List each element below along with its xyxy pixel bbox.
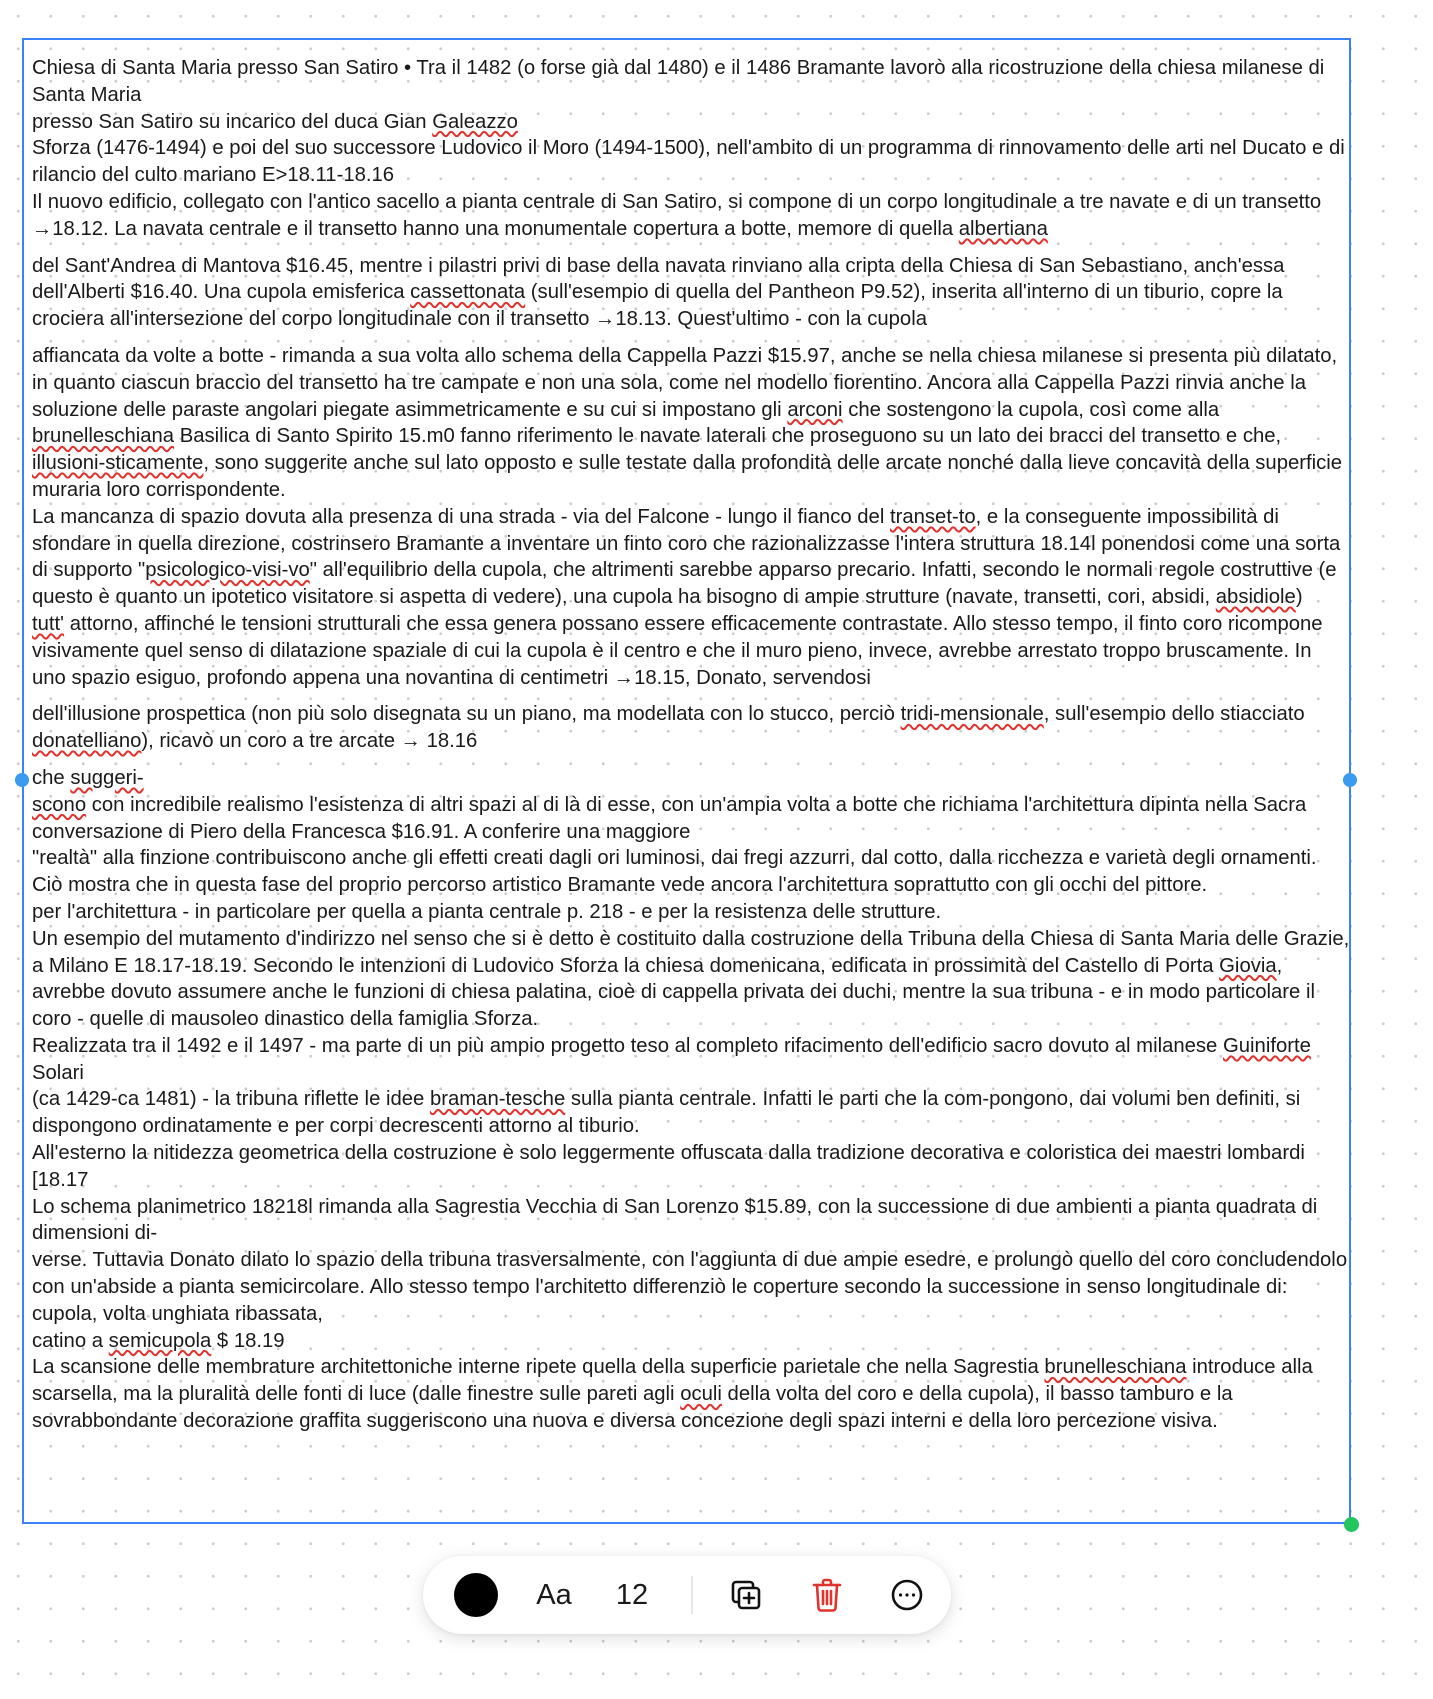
text-paragraph: [32, 1033, 1350, 1087]
text-paragraph: [32, 253, 1350, 333]
misspelled-word: arconi: [787, 398, 843, 421]
text-paragraph: [32, 926, 1350, 1033]
text-run: Un esempio del mutamento d'indirizzo nel senso che si è detto è costituito dalla costruzione della Tribuna della Chiesa di Santa Maria delle Grazie, a Milano E 18.17-18.19. Secondo le intenzioni di Ludovico Sforza la chiesa domenicana, edificata in prossimità del Castello di Porta: [32, 927, 1350, 977]
misspelled-word: cassettonata: [410, 281, 526, 304]
misspelled-word: donatelliano: [32, 730, 142, 753]
selected-text-box[interactable]: [22, 38, 1351, 1524]
text-paragraph: [32, 1194, 1350, 1248]
toolbar-divider: [691, 1576, 693, 1614]
text-run: dell'illusione prospettica (non più solo disegnata su un piano, ma modellata con lo stucco, perciò: [32, 703, 901, 726]
text-run: attorno, affinché le tensioni strutturali che essa genera possano essere efficacemente contrastate. Allo stesso tempo, il finto coro ricompone visivamente quel senso di dilatazione spaziale di cui la cupola è il centro e che il muro pieno, invece, avrebbe arrestato troppo bruscamente. In uno spazio esiguo, profondo appena una novantina di centimetri →18.15, Donato, servendosi: [32, 612, 1323, 689]
misspelled-word: brunelleschiana: [32, 425, 175, 448]
text-run: La mancanza di spazio dovuta alla presenza di una strada - via del Falcone - lungo il fianco del: [32, 505, 890, 528]
text-paragraph: [32, 343, 1350, 504]
more-button[interactable]: [885, 1556, 929, 1634]
text-run: , sull'esempio dello stiacciato: [1043, 703, 1305, 726]
text-paragraph: [32, 189, 1350, 243]
text-run: All'esterno la nitidezza geometrica della costruzione è solo leggermente offuscata dalla tradizione decorativa e coloristica dei maestri lombardi [18.17: [32, 1142, 1305, 1191]
text-run: , e la conseguente impossibilità di sfondare in quella direzione, costrinsero Bramante a inventare un finto coro che razionalizzasse l'intera struttura 18.14l ponendosi come una sorta di supporto ": [32, 505, 1341, 582]
text-run: Lo schema planimetrico 18218l rimanda alla Sagrestia Vecchia di San Lorenzo $15.89, con la successione di due ambienti a pianta quadrata di dimensioni di-: [32, 1195, 1318, 1245]
text-paragraph: [32, 55, 1350, 109]
text-run: "realtà" alla finzione contribuiscono anche gli effetti creati dagli ori luminosi, dai fregi azzurri, dal cotto, dalla ricchezza e varietà degli ornamenti. Ciò mostra che in questa fase del proprio percorso artistico Bramante vede ancora l'architettura soprattutto con gli occhi del pittore.: [32, 847, 1317, 897]
text-run: , avrebbe dovuto assumere anche le funzioni di chiesa palatina, cioè di cappella privata dei duchi, mentre la sua tribuna - e in modo particolare il coro - quelle di mausoleo dinastico della famiglia Sforza.: [32, 954, 1315, 1031]
text-paragraph: [32, 109, 1350, 136]
text-run: del Sant'Andrea di Mantova $16.45, mentre i pilastri privi di base della navata rinviano alla cripta della Chiesa di San Sebastiano, anch'essa dell'Alberti $16.40. Una cupola emisferica: [32, 254, 1285, 304]
misspelled-word: scono: [32, 793, 87, 816]
text-run: presso San Satiro su incarico del duca Gian: [32, 110, 433, 133]
text-paragraph: [32, 1086, 1350, 1140]
text-run: " all'equilibrio della cupola, che altrimenti sarebbe apparso precario. Infatti, secondo le normali regole costruttive (e questo è quanto un ipotetico visitatore si aspetta di vedere), una cupola ha bisogno di ampie strutture (navate, transetti, cori, absidi,: [32, 559, 1337, 609]
text-paragraph: [32, 611, 1350, 691]
text-run: (sull'esempio di quella del Pantheon P9.52), inserita all'interno di un tiburio, copre la crociera all'intersezione del corpo longitudinale con il transetto →18.13. Quest'ultimo - con la cupola: [32, 281, 1283, 331]
text-color-button[interactable]: [453, 1556, 499, 1634]
trash-icon: [811, 1577, 843, 1613]
text-run: introduce alla scarsella, ma la pluralità delle fonti di luce (dalle finestre sulle pareti agli: [32, 1356, 1313, 1406]
misspelled-word: brunelleschiana: [1044, 1356, 1187, 1379]
misspelled-word: transet-to: [889, 505, 976, 528]
misspelled-word: psicologico-visi-vo: [145, 559, 310, 582]
font-size-button[interactable]: 12: [615, 1578, 649, 1611]
misspelled-word: semicupola: [108, 1329, 212, 1352]
misspelled-word: oculi: [680, 1383, 722, 1406]
text-run: Realizzata tra il 1492 e il 1497 - ma parte di un più ampio progetto teso al completo rifacimento dell'edificio sacro dovuto al milanese: [32, 1034, 1223, 1057]
text-paragraph: [32, 899, 1350, 926]
text-run: che: [32, 766, 71, 789]
misspelled-word: albertiana: [958, 217, 1048, 240]
text-run: sulla pianta centrale. Infatti le parti che la com-pongono, dai volumi ben definiti, si dispongono ordinatamente e per corpi decrescenti attorno al tiburio.: [32, 1088, 1301, 1138]
text-run: per l'architettura - in particolare per quella a pianta centrale p. 218 - e per la resistenza delle strutture.: [32, 900, 942, 923]
text-paragraph: [32, 701, 1350, 755]
resize-handle-left[interactable]: [15, 773, 29, 787]
misspelled-word: suggeri-: [70, 766, 144, 789]
duplicate-icon: [728, 1577, 764, 1613]
text-paragraph: [32, 1328, 1350, 1355]
text-run: $ 18.19: [211, 1329, 285, 1352]
text-run: La scansione delle membrature architettoniche interne ripete quella della superficie parietale che nella Sagrestia: [32, 1356, 1045, 1379]
text-paragraph: [32, 1354, 1350, 1434]
misspelled-word: illusioni-sticamente: [32, 452, 204, 475]
misspelled-word: absidiole: [1215, 586, 1296, 609]
misspelled-word: braman-tesche: [429, 1088, 566, 1111]
text-paragraph: [32, 765, 1350, 792]
text-paragraph: [32, 1140, 1350, 1194]
text-run: Solari: [32, 1061, 84, 1084]
text-run: ), ricavò un coro a tre arcate → 18.16: [141, 730, 478, 753]
delete-button[interactable]: [805, 1556, 849, 1634]
resize-handle-bottom-right[interactable]: [1344, 1517, 1359, 1532]
text-run: con incredibile realismo l'esistenza di altri spazi al di là di esse, con un'ampia volta a botte che richiama l'architettura dipinta nella Sacra conversazione di Piero della Francesca $16.91. A conferire una maggiore: [32, 793, 1307, 843]
text-run: , sono suggerite anche sul lato opposto e sulle testate dalla profondità delle arcate nonché dalla lieve concavità della superficie muraria loro corrispondente.: [32, 452, 1343, 501]
text-paragraph: [32, 1247, 1350, 1327]
text-format-toolbar: [423, 1556, 951, 1634]
misspelled-word: Giovia: [1219, 954, 1277, 977]
misspelled-word: Galeazzo: [432, 110, 518, 133]
text-run: affiancata da volte a botte - rimanda a sua volta allo schema della Cappella Pazzi $15.97, anche se nella chiesa milanese si presenta più dilatato, in quanto ciascun braccio del transetto ha tre campate e non una sola, come nel modello fiorentino. Ancora alla Cappella Pazzi rinvia anche la soluzione delle paraste angolari piegate asimmetricamente e su cui si impostano gli: [32, 344, 1338, 421]
text-run: ): [1295, 586, 1303, 609]
resize-handle-right[interactable]: [1343, 773, 1357, 787]
text-paragraph: [32, 504, 1350, 611]
misspelled-word: Guiniforte: [1222, 1034, 1311, 1057]
text-content[interactable]: [32, 55, 1350, 1435]
font-button[interactable]: Aa: [536, 1578, 572, 1611]
text-run: verse. Tuttavia Donato dilato lo spazio della tribuna trasversalmente, con l'aggiunta di due ampie esedre, e prolungò quello del coro concludendolo con un'abside a pianta semicircolare. Allo stesso tempo l'architetto differenziò le coperture secondo la successione in senso longitudinale di: cupola, volta unghiata ribassata,: [32, 1249, 1348, 1325]
misspelled-word: tutt': [32, 612, 65, 635]
text-run: Sforza (1476-1494) e poi del suo successore Ludovico il Moro (1494-1500), nell'ambito di un programma di rinnovamento delle arti nel Ducato e di rilancio del culto mariano E>18.11-18.16: [32, 137, 1345, 187]
text-run: catino a: [32, 1329, 109, 1352]
text-run: Basilica di Santo Spirito 15.m0 fanno riferimento le navate laterali che proseguono su un lato dei bracci del transetto e che,: [174, 425, 1282, 448]
text-run: Chiesa di Santa Maria presso San Satiro • Tra il 1482 (o forse già dal 1480) e il 1486 Bramante lavorò alla ricostruzione della chiesa milanese di Santa Maria: [32, 57, 1325, 106]
text-paragraph: [32, 135, 1350, 189]
text-run: Il nuovo edificio, collegato con l'antico sacello a pianta centrale di San Satiro, si compone di un corpo longitudinale a tre navate e di un transetto →18.12. La navata centrale e il transetto hanno una monumentale copertura a botte, memore di quella: [32, 190, 1322, 240]
text-run: della volta del coro e della cupola), il basso tamburo e la sovrabbondante decorazione graffita suggeriscono una nuova e diversa concezione degli spazi interni e della loro percezione visiva.: [32, 1383, 1233, 1433]
misspelled-word: tridi-mensionale: [900, 703, 1044, 726]
duplicate-button[interactable]: [724, 1556, 768, 1634]
text-run: (ca 1429-ca 1481) - la tribuna riflette le idee: [32, 1088, 430, 1111]
more-icon: [890, 1578, 924, 1612]
color-swatch: [454, 1573, 498, 1617]
text-paragraph: [32, 792, 1350, 846]
text-run: che sostengono la cupola, così come alla: [842, 398, 1220, 421]
text-paragraph: [32, 845, 1350, 899]
